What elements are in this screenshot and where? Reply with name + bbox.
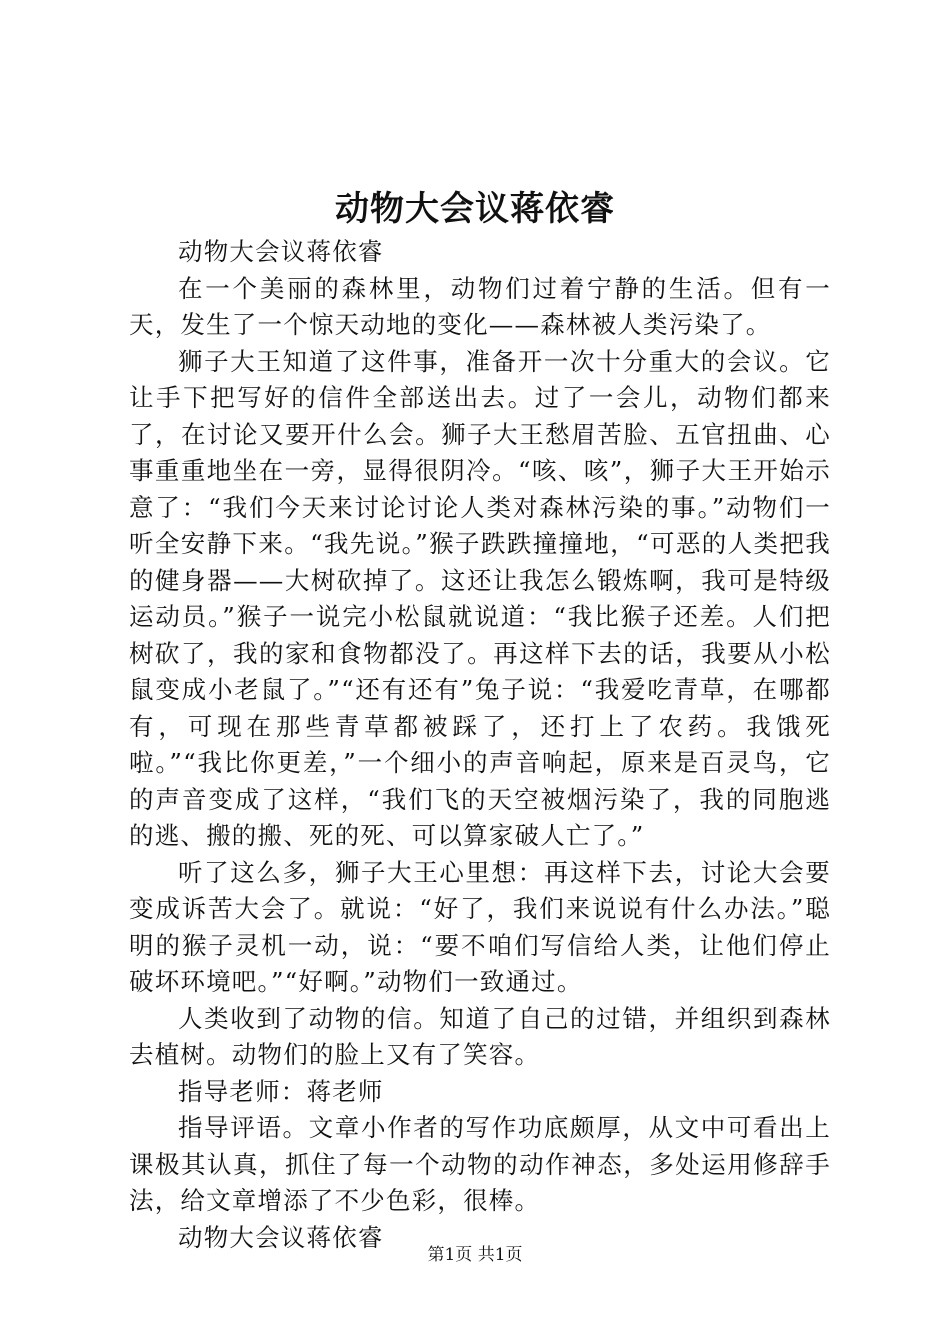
- paragraph-intro: 在一个美丽的森林里，动物们过着宁静的生活。但有一天，发生了一个惊天动地的变化——森林被人类污染了。: [129, 273, 831, 339]
- closing-title-line: 动物大会议蒋依睿: [178, 1222, 384, 1252]
- paragraph-solution: 听了这么多，狮子大王心里想：再这样下去，讨论大会要变成诉苦大会了。就说：“好了，我们来说说有什么办法。”聪明的猴子灵机一动，说：“要不咱们写信给人类，让他们停止破坏环境吧。”“好啊。”动物们一致通过。: [129, 857, 831, 996]
- paragraph-heading-repeat: 动物大会议蒋依睿: [178, 237, 384, 266]
- paragraph-ending: 人类收到了动物的信。知道了自己的过错，并组织到森林去植树。动物们的脸上又有了笑容。: [129, 1003, 831, 1069]
- paragraph-meeting: 狮子大王知道了这件事，准备开一次十分重大的会议。它让手下把写好的信件全部送出去。过了一会儿，动物们都来了，在讨论又要开什么会。狮子大王愁眉苦脸、五官扭曲、心事重重地坐在一旁，显得很阴冷。“咳、咳”，狮子大王开始示意了：“我们今天来讨论讨论人类对森林污染的事。”动物们一听全安静下来。“我先说。”猴子跌跌撞撞地，“可恶的人类把我的健身器——大树砍掉了。这还让我怎么锻炼啊，我可是特级运动员。”猴子一说完小松鼠就说道：“我比猴子还差。人们把树砍了，我的家和食物都没了。再这样下去的话，我要从小松鼠变成小老鼠了。”“还有还有”兔子说：“我爱吃青草，在哪都有，可现在那些青草都被踩了，还打上了农药。我饿死啦。”“我比你更差，”一个细小的声音响起，原来是百灵鸟，它的声音变成了这样，“我们飞的天空被烟污染了，我的同胞逃的逃、搬的搬、死的死、可以算家破人亡了。”: [129, 346, 831, 850]
- teacher-line: 指导老师：蒋老师: [178, 1076, 384, 1106]
- page-footer: 第1页 共1页: [427, 1245, 523, 1265]
- teacher-comment: 指导评语。文章小作者的写作功底颇厚，从文中可看出上课极其认真，抓住了每一个动物的动作神态，多处运用修辞手法，给文章增添了不少色彩，很棒。: [129, 1113, 831, 1215]
- document-title: 动物大会议蒋依睿: [335, 189, 615, 229]
- document-body: [129, 234, 831, 1256]
